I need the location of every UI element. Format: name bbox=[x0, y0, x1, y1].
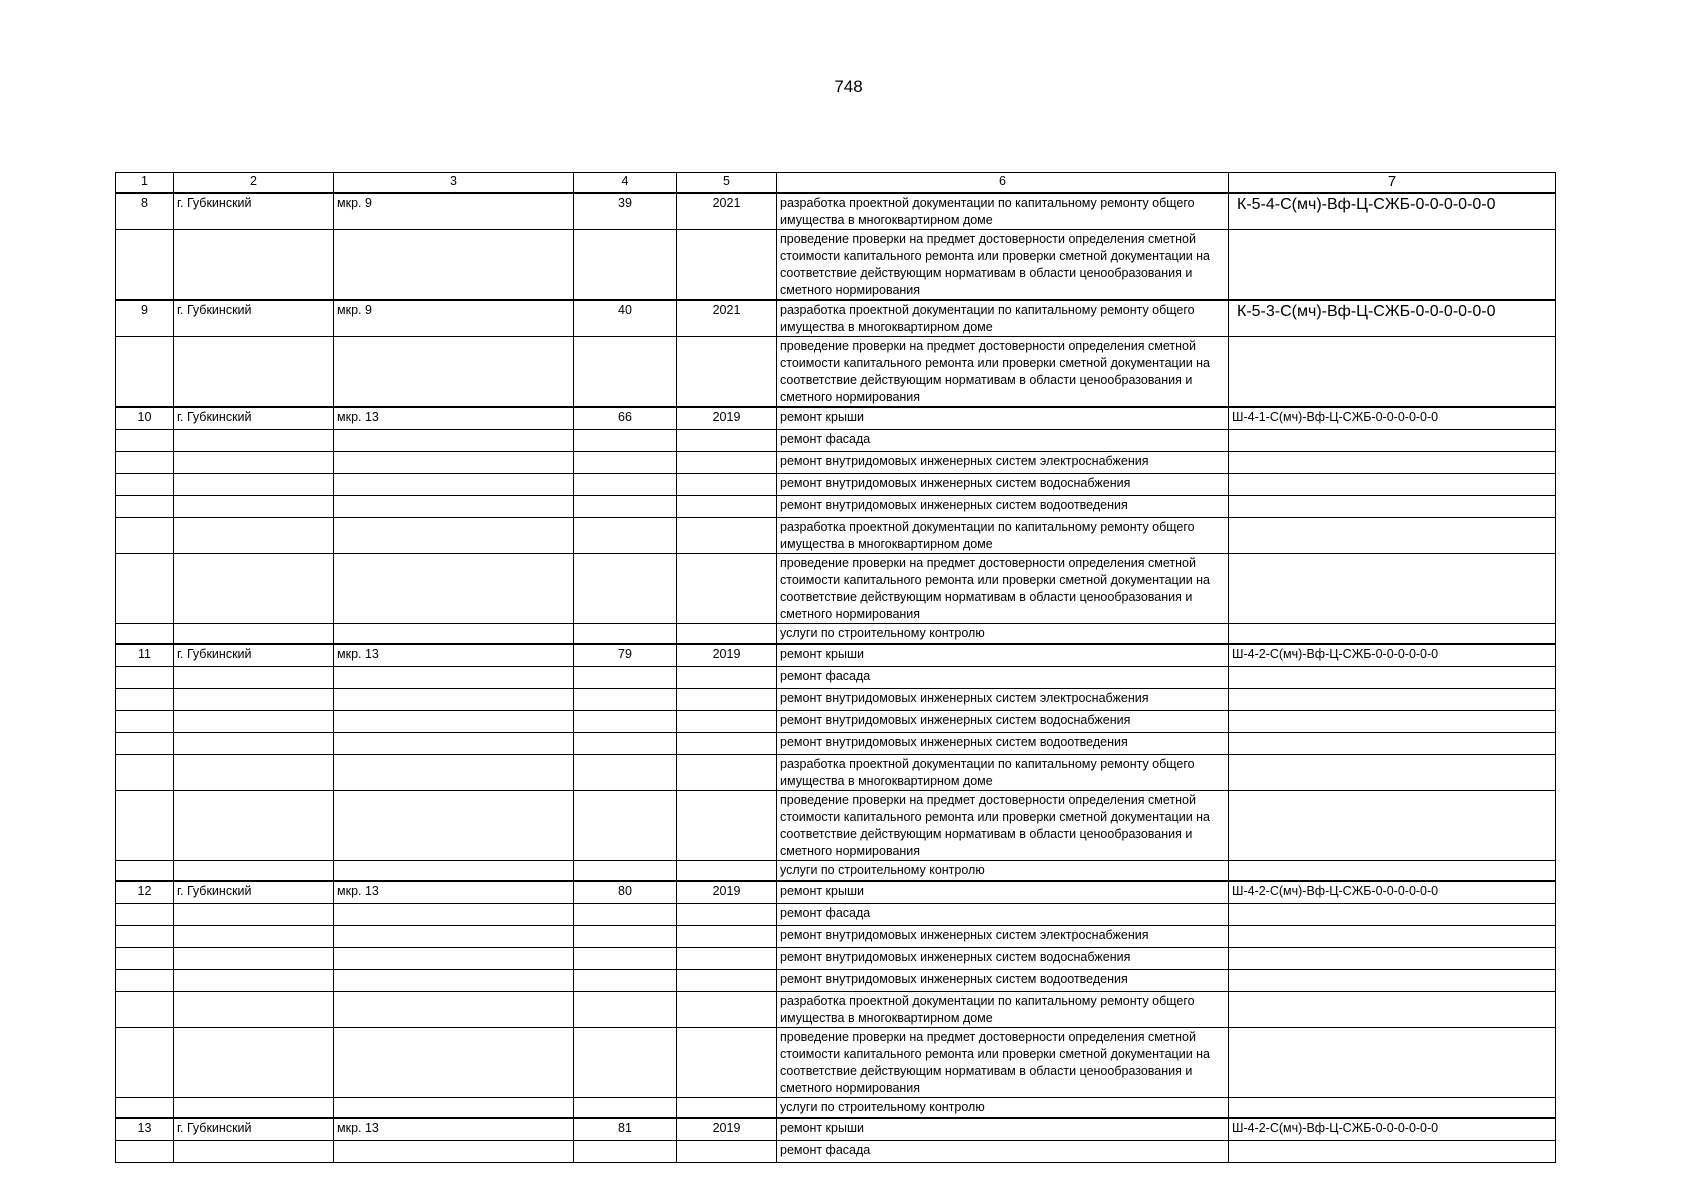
record-number-cell bbox=[116, 337, 174, 408]
table-body bbox=[116, 193, 1556, 1163]
year-cell: 2019 bbox=[677, 881, 777, 904]
table-row bbox=[116, 624, 1556, 645]
city-cell bbox=[174, 992, 334, 1028]
district-cell bbox=[334, 992, 574, 1028]
table-row bbox=[116, 554, 1556, 624]
building-code-cell bbox=[1229, 518, 1556, 554]
record-number-cell bbox=[116, 1141, 174, 1163]
district-cell bbox=[334, 861, 574, 882]
record-number-cell bbox=[116, 452, 174, 474]
year-cell: 2019 bbox=[677, 1118, 777, 1141]
city-cell bbox=[174, 733, 334, 755]
district-cell bbox=[334, 496, 574, 518]
column-number-header: 2 bbox=[174, 173, 334, 194]
building-code-cell bbox=[1229, 624, 1556, 645]
house-number-cell bbox=[574, 1028, 677, 1098]
record-number-cell bbox=[116, 1098, 174, 1119]
record-number-cell: 13 bbox=[116, 1118, 174, 1141]
city-cell: г. Губкинский bbox=[174, 644, 334, 667]
work-type-cell: ремонт фасада bbox=[777, 430, 1229, 452]
table-row bbox=[116, 430, 1556, 452]
building-code-cell bbox=[1229, 926, 1556, 948]
house-number-cell bbox=[574, 554, 677, 624]
district-cell bbox=[334, 755, 574, 791]
record-number-cell bbox=[116, 667, 174, 689]
district-cell bbox=[334, 667, 574, 689]
house-number-cell bbox=[574, 1098, 677, 1119]
work-type-cell: ремонт фасада bbox=[777, 904, 1229, 926]
district-cell bbox=[334, 948, 574, 970]
work-type-cell: разработка проектной документации по капитальному ремонту общего имущества в многоквартирном доме bbox=[777, 300, 1229, 337]
work-type-cell: разработка проектной документации по капитальному ремонту общего имущества в многоквартирном доме bbox=[777, 992, 1229, 1028]
column-number-header: 6 bbox=[777, 173, 1229, 194]
city-cell bbox=[174, 791, 334, 861]
house-number-cell bbox=[574, 230, 677, 301]
work-type-cell: ремонт фасада bbox=[777, 1141, 1229, 1163]
city-cell bbox=[174, 689, 334, 711]
table-row bbox=[116, 474, 1556, 496]
work-type-cell: ремонт внутридомовых инженерных систем электроснабжения bbox=[777, 926, 1229, 948]
city-cell: г. Губкинский bbox=[174, 1118, 334, 1141]
district-cell bbox=[334, 791, 574, 861]
record-number-cell: 10 bbox=[116, 407, 174, 430]
house-number-cell bbox=[574, 624, 677, 645]
building-code-cell bbox=[1229, 430, 1556, 452]
work-type-cell: ремонт крыши bbox=[777, 644, 1229, 667]
table-row bbox=[116, 496, 1556, 518]
city-cell bbox=[174, 452, 334, 474]
year-cell bbox=[677, 992, 777, 1028]
city-cell bbox=[174, 554, 334, 624]
house-number-cell bbox=[574, 474, 677, 496]
district-cell bbox=[334, 733, 574, 755]
table-row bbox=[116, 948, 1556, 970]
year-cell: 2019 bbox=[677, 407, 777, 430]
district-cell: мкр. 13 bbox=[334, 407, 574, 430]
district-cell bbox=[334, 711, 574, 733]
building-code-cell bbox=[1229, 733, 1556, 755]
record-number-cell bbox=[116, 791, 174, 861]
house-number-cell bbox=[574, 518, 677, 554]
work-type-cell: разработка проектной документации по капитальному ремонту общего имущества в многоквартирном доме bbox=[777, 193, 1229, 230]
year-cell bbox=[677, 430, 777, 452]
work-type-cell: ремонт внутридомовых инженерных систем водоснабжения bbox=[777, 474, 1229, 496]
city-cell bbox=[174, 970, 334, 992]
district-cell bbox=[334, 554, 574, 624]
header-row bbox=[116, 173, 1556, 194]
house-number-cell bbox=[574, 711, 677, 733]
year-cell bbox=[677, 948, 777, 970]
table-row bbox=[116, 518, 1556, 554]
record-number-cell: 11 bbox=[116, 644, 174, 667]
year-cell bbox=[677, 474, 777, 496]
district-cell bbox=[334, 230, 574, 301]
house-number-cell bbox=[574, 904, 677, 926]
column-number-header: 3 bbox=[334, 173, 574, 194]
district-cell: мкр. 13 bbox=[334, 644, 574, 667]
record-number-cell bbox=[116, 861, 174, 882]
year-cell bbox=[677, 624, 777, 645]
table-row bbox=[116, 1141, 1556, 1163]
building-code-cell: Ш-4-1-С(мч)-Вф-Ц-СЖБ-0-0-0-0-0-0 bbox=[1229, 407, 1556, 430]
year-cell bbox=[677, 689, 777, 711]
district-cell bbox=[334, 518, 574, 554]
building-code-cell: К-5-4-С(мч)-Вф-Ц-СЖБ-0-0-0-0-0-0 bbox=[1229, 193, 1556, 230]
work-type-cell: ремонт внутридомовых инженерных систем водоотведения bbox=[777, 496, 1229, 518]
year-cell bbox=[677, 1028, 777, 1098]
building-code-cell: Ш-4-2-С(мч)-Вф-Ц-СЖБ-0-0-0-0-0-0 bbox=[1229, 1118, 1556, 1141]
work-type-cell: ремонт внутридомовых инженерных систем водоснабжения bbox=[777, 948, 1229, 970]
year-cell bbox=[677, 554, 777, 624]
house-number-cell bbox=[574, 452, 677, 474]
table-row bbox=[116, 193, 1556, 230]
work-type-cell: услуги по строительному контролю bbox=[777, 624, 1229, 645]
building-code-cell: Ш-4-2-С(мч)-Вф-Ц-СЖБ-0-0-0-0-0-0 bbox=[1229, 881, 1556, 904]
house-number-cell bbox=[574, 861, 677, 882]
table-row bbox=[116, 755, 1556, 791]
table-row bbox=[116, 300, 1556, 337]
table-row bbox=[116, 667, 1556, 689]
house-number-cell: 79 bbox=[574, 644, 677, 667]
table-row bbox=[116, 992, 1556, 1028]
house-number-cell bbox=[574, 948, 677, 970]
year-cell bbox=[677, 733, 777, 755]
table-row bbox=[116, 861, 1556, 882]
year-cell bbox=[677, 861, 777, 882]
district-cell bbox=[334, 1141, 574, 1163]
repair-program-table bbox=[115, 172, 1556, 1163]
city-cell: г. Губкинский bbox=[174, 193, 334, 230]
column-number-header: 4 bbox=[574, 173, 677, 194]
house-number-cell bbox=[574, 689, 677, 711]
column-number-header: 7 bbox=[1229, 173, 1556, 194]
year-cell bbox=[677, 926, 777, 948]
house-number-cell bbox=[574, 496, 677, 518]
year-cell bbox=[677, 496, 777, 518]
work-type-cell: проведение проверки на предмет достоверности определения сметной стоимости капитального ремонта или проверки сметной документации на соответствие действующим нормативам в области ценообразования и сметного нормирования bbox=[777, 554, 1229, 624]
table-row bbox=[116, 1028, 1556, 1098]
year-cell bbox=[677, 518, 777, 554]
work-type-cell: ремонт крыши bbox=[777, 881, 1229, 904]
house-number-cell bbox=[574, 926, 677, 948]
district-cell bbox=[334, 926, 574, 948]
city-cell bbox=[174, 230, 334, 301]
year-cell bbox=[677, 1141, 777, 1163]
table-row bbox=[116, 1098, 1556, 1119]
table-row bbox=[116, 904, 1556, 926]
building-code-cell bbox=[1229, 554, 1556, 624]
record-number-cell bbox=[116, 970, 174, 992]
district-cell bbox=[334, 1028, 574, 1098]
city-cell bbox=[174, 624, 334, 645]
record-number-cell bbox=[116, 904, 174, 926]
house-number-cell: 66 bbox=[574, 407, 677, 430]
table-row bbox=[116, 407, 1556, 430]
building-code-cell bbox=[1229, 230, 1556, 301]
building-code-cell: К-5-3-С(мч)-Вф-Ц-СЖБ-0-0-0-0-0-0 bbox=[1229, 300, 1556, 337]
record-number-cell bbox=[116, 430, 174, 452]
work-type-cell: проведение проверки на предмет достоверности определения сметной стоимости капитального ремонта или проверки сметной документации на соответствие действующим нормативам в области ценообразования и сметного нормирования bbox=[777, 337, 1229, 408]
city-cell bbox=[174, 496, 334, 518]
record-number-cell bbox=[116, 711, 174, 733]
work-type-cell: ремонт внутридомовых инженерных систем водоотведения bbox=[777, 733, 1229, 755]
building-code-cell bbox=[1229, 948, 1556, 970]
record-number-cell bbox=[116, 926, 174, 948]
building-code-cell bbox=[1229, 1141, 1556, 1163]
city-cell bbox=[174, 474, 334, 496]
year-cell bbox=[677, 230, 777, 301]
page-number: 748 bbox=[834, 77, 863, 96]
building-code-cell bbox=[1229, 689, 1556, 711]
house-number-cell bbox=[574, 430, 677, 452]
district-cell bbox=[334, 430, 574, 452]
year-cell: 2021 bbox=[677, 193, 777, 230]
house-number-cell bbox=[574, 337, 677, 408]
building-code-cell bbox=[1229, 452, 1556, 474]
table-row bbox=[116, 733, 1556, 755]
work-type-cell: проведение проверки на предмет достоверности определения сметной стоимости капитального ремонта или проверки сметной документации на соответствие действующим нормативам в области ценообразования и сметного нормирования bbox=[777, 230, 1229, 301]
building-code-cell bbox=[1229, 337, 1556, 408]
house-number-cell bbox=[574, 733, 677, 755]
house-number-cell bbox=[574, 1141, 677, 1163]
city-cell bbox=[174, 1098, 334, 1119]
city-cell bbox=[174, 926, 334, 948]
year-cell bbox=[677, 1098, 777, 1119]
house-number-cell: 80 bbox=[574, 881, 677, 904]
building-code-cell bbox=[1229, 474, 1556, 496]
building-code-cell bbox=[1229, 970, 1556, 992]
district-cell bbox=[334, 970, 574, 992]
district-cell: мкр. 9 bbox=[334, 193, 574, 230]
year-cell bbox=[677, 452, 777, 474]
table-row bbox=[116, 970, 1556, 992]
district-cell bbox=[334, 474, 574, 496]
table-row bbox=[116, 644, 1556, 667]
city-cell bbox=[174, 337, 334, 408]
district-cell bbox=[334, 689, 574, 711]
table-row bbox=[116, 1118, 1556, 1141]
year-cell: 2019 bbox=[677, 644, 777, 667]
year-cell bbox=[677, 791, 777, 861]
record-number-cell bbox=[116, 554, 174, 624]
district-cell: мкр. 9 bbox=[334, 300, 574, 337]
building-code-cell bbox=[1229, 496, 1556, 518]
table-row bbox=[116, 452, 1556, 474]
city-cell bbox=[174, 518, 334, 554]
city-cell bbox=[174, 711, 334, 733]
record-number-cell: 8 bbox=[116, 193, 174, 230]
record-number-cell bbox=[116, 474, 174, 496]
work-type-cell: проведение проверки на предмет достоверности определения сметной стоимости капитального ремонта или проверки сметной документации на соответствие действующим нормативам в области ценообразования и сметного нормирования bbox=[777, 791, 1229, 861]
record-number-cell: 9 bbox=[116, 300, 174, 337]
building-code-cell bbox=[1229, 1098, 1556, 1119]
city-cell: г. Губкинский bbox=[174, 881, 334, 904]
year-cell: 2021 bbox=[677, 300, 777, 337]
year-cell bbox=[677, 711, 777, 733]
record-number-cell bbox=[116, 948, 174, 970]
building-code-cell bbox=[1229, 755, 1556, 791]
year-cell bbox=[677, 904, 777, 926]
city-cell bbox=[174, 948, 334, 970]
district-cell: мкр. 13 bbox=[334, 1118, 574, 1141]
city-cell bbox=[174, 861, 334, 882]
district-cell bbox=[334, 1098, 574, 1119]
city-cell bbox=[174, 1141, 334, 1163]
work-type-cell: разработка проектной документации по капитальному ремонту общего имущества в многоквартирном доме bbox=[777, 518, 1229, 554]
work-type-cell: ремонт крыши bbox=[777, 407, 1229, 430]
building-code-cell bbox=[1229, 667, 1556, 689]
work-type-cell: проведение проверки на предмет достоверности определения сметной стоимости капитального ремонта или проверки сметной документации на соответствие действующим нормативам в области ценообразования и сметного нормирования bbox=[777, 1028, 1229, 1098]
building-code-cell bbox=[1229, 904, 1556, 926]
building-code-cell bbox=[1229, 992, 1556, 1028]
table-row bbox=[116, 711, 1556, 733]
house-number-cell bbox=[574, 755, 677, 791]
work-type-cell: ремонт внутридомовых инженерных систем электроснабжения bbox=[777, 689, 1229, 711]
record-number-cell bbox=[116, 1028, 174, 1098]
table-row bbox=[116, 337, 1556, 408]
city-cell bbox=[174, 667, 334, 689]
building-code-cell bbox=[1229, 1028, 1556, 1098]
building-code-cell bbox=[1229, 791, 1556, 861]
work-type-cell: ремонт внутридомовых инженерных систем водоотведения bbox=[777, 970, 1229, 992]
city-cell bbox=[174, 1028, 334, 1098]
year-cell bbox=[677, 755, 777, 791]
building-code-cell: Ш-4-2-С(мч)-Вф-Ц-СЖБ-0-0-0-0-0-0 bbox=[1229, 644, 1556, 667]
record-number-cell bbox=[116, 624, 174, 645]
table-row bbox=[116, 230, 1556, 301]
work-type-cell: ремонт внутридомовых инженерных систем водоснабжения bbox=[777, 711, 1229, 733]
building-code-cell bbox=[1229, 861, 1556, 882]
district-cell bbox=[334, 624, 574, 645]
work-type-cell: услуги по строительному контролю bbox=[777, 1098, 1229, 1119]
house-number-cell bbox=[574, 992, 677, 1028]
house-number-cell: 39 bbox=[574, 193, 677, 230]
record-number-cell bbox=[116, 733, 174, 755]
column-number-header: 1 bbox=[116, 173, 174, 194]
district-cell: мкр. 13 bbox=[334, 881, 574, 904]
record-number-cell bbox=[116, 496, 174, 518]
city-cell: г. Губкинский bbox=[174, 407, 334, 430]
city-cell: г. Губкинский bbox=[174, 300, 334, 337]
year-cell bbox=[677, 970, 777, 992]
house-number-cell: 81 bbox=[574, 1118, 677, 1141]
work-type-cell: ремонт внутридомовых инженерных систем электроснабжения bbox=[777, 452, 1229, 474]
district-cell bbox=[334, 337, 574, 408]
city-cell bbox=[174, 755, 334, 791]
city-cell bbox=[174, 904, 334, 926]
table-row bbox=[116, 689, 1556, 711]
record-number-cell bbox=[116, 755, 174, 791]
work-type-cell: услуги по строительному контролю bbox=[777, 861, 1229, 882]
house-number-cell bbox=[574, 791, 677, 861]
work-type-cell: разработка проектной документации по капитальному ремонту общего имущества в многоквартирном доме bbox=[777, 755, 1229, 791]
table-row bbox=[116, 881, 1556, 904]
house-number-cell: 40 bbox=[574, 300, 677, 337]
year-cell bbox=[677, 337, 777, 408]
year-cell bbox=[677, 667, 777, 689]
record-number-cell bbox=[116, 992, 174, 1028]
column-number-header: 5 bbox=[677, 173, 777, 194]
building-code-cell bbox=[1229, 711, 1556, 733]
record-number-cell: 12 bbox=[116, 881, 174, 904]
record-number-cell bbox=[116, 230, 174, 301]
table-row bbox=[116, 791, 1556, 861]
record-number-cell bbox=[116, 518, 174, 554]
work-type-cell: ремонт крыши bbox=[777, 1118, 1229, 1141]
house-number-cell bbox=[574, 667, 677, 689]
house-number-cell bbox=[574, 970, 677, 992]
work-type-cell: ремонт фасада bbox=[777, 667, 1229, 689]
district-cell bbox=[334, 904, 574, 926]
city-cell bbox=[174, 430, 334, 452]
district-cell bbox=[334, 452, 574, 474]
record-number-cell bbox=[116, 689, 174, 711]
table-row bbox=[116, 926, 1556, 948]
